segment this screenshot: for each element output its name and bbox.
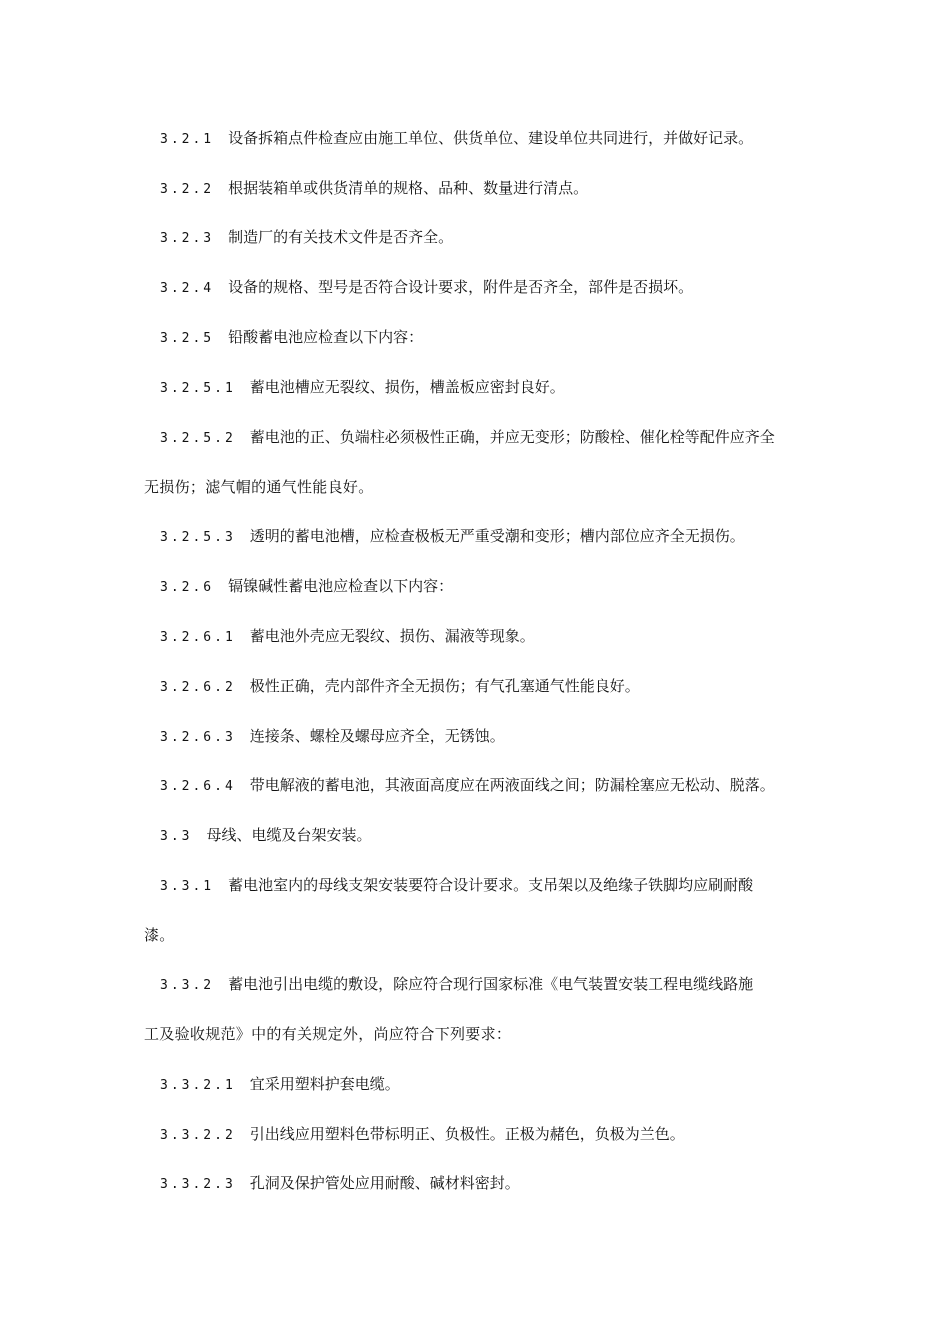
clause-text: 设备拆箱点件检查应由施工单位、供货单位、建设单位共同进行，并做好记录。 [228,129,754,147]
paragraph-3-2-6-4 [144,775,824,797]
clause-number: 3.2.3 [160,231,215,246]
paragraph-3-3-2-3 [144,1173,824,1195]
clause-text-continuation: 无损伤；滤气帽的通气性能良好。 [144,478,374,496]
paragraph-3-3 [144,825,824,847]
paragraph-3-2-5 [144,327,824,349]
paragraph-3-2-6-3 [144,726,824,748]
clause-number: 3.2.6 [160,580,215,595]
paragraph-3-2-4 [144,277,824,299]
clause-number: 3.3 [160,829,193,844]
clause-text: 极性正确，壳内部件齐全无损伤；有气孔塞通气性能良好。 [249,677,640,695]
clause-number: 3.3.2.1 [160,1078,236,1093]
clause-number: 3.3.1 [160,879,215,894]
clause-text: 宜采用塑料护套电缆。 [249,1075,400,1093]
clause-number: 3.3.2 [160,978,215,993]
paragraph-3-3-2-1 [144,1074,824,1096]
clause-text: 孔洞及保护管处应用耐酸、碱材料密封。 [249,1174,520,1192]
paragraph-3-2-6-2 [144,676,824,698]
paragraph-3-2-5-2 [144,427,824,449]
clause-text-continuation: 工及验收规范》中的有关规定外，尚应符合下列要求： [144,1025,512,1043]
clause-number: 3.2.6.3 [160,730,236,745]
clause-text: 铅酸蓄电池应检查以下内容： [228,328,424,346]
clause-number: 3.2.2 [160,182,215,197]
clause-number: 3.2.5 [160,331,215,346]
paragraph-3-3-1-continuation [144,925,824,945]
clause-number: 3.2.1 [160,132,215,147]
paragraph-3-2-6 [144,576,824,598]
clause-number: 3.2.5.3 [160,530,236,545]
clause-number: 3.2.4 [160,281,215,296]
clause-text: 蓄电池的正、负端柱必须极性正确，并应无变形；防酸栓、催化栓等配件应齐全 [249,428,775,446]
clause-number: 3.2.6.4 [160,779,236,794]
clause-number: 3.2.5.2 [160,431,236,446]
paragraph-3-2-6-1 [144,626,824,648]
paragraph-3-3-2-continuation [144,1024,824,1044]
clause-number: 3.2.5.1 [160,381,236,396]
clause-text: 设备的规格、型号是否符合设计要求，附件是否齐全，部件是否损坏。 [228,278,694,296]
clause-text: 蓄电池引出电缆的敷设，除应符合现行国家标准《电气装置安装工程电缆线路施 [228,975,754,993]
paragraph-3-3-1 [144,875,824,897]
clause-text: 蓄电池槽应无裂纹、损伤，槽盖板应密封良好。 [249,378,565,396]
clause-text: 制造厂的有关技术文件是否齐全。 [228,228,454,246]
paragraph-3-2-5-1 [144,377,824,399]
clause-text: 根据装箱单或供货清单的规格、品种、数量进行清点。 [228,179,589,197]
clause-number: 3.3.2.2 [160,1128,236,1143]
clause-text: 引出线应用塑料色带标明正、负极性。正极为赭色，负极为兰色。 [249,1125,685,1143]
paragraph-3-2-2 [144,178,824,200]
clause-text: 透明的蓄电池槽，应检查极板无严重受潮和变形；槽内部位应齐全无损伤。 [249,527,745,545]
clause-text: 蓄电池外壳应无裂纹、损伤、漏液等现象。 [249,627,535,645]
clause-number: 3.2.6.2 [160,680,236,695]
clause-text: 连接条、螺栓及螺母应齐全，无锈蚀。 [249,727,505,745]
paragraph-3-2-5-2-continuation [144,477,824,497]
clause-text: 镉镍碱性蓄电池应检查以下内容： [228,577,454,595]
clause-text: 带电解液的蓄电池，其液面高度应在两液面线之间；防漏栓塞应无松动、脱落。 [249,776,775,794]
paragraph-3-3-2 [144,974,824,996]
paragraph-3-2-5-3 [144,526,824,548]
clause-text: 蓄电池室内的母线支架安装要符合设计要求。支吊架以及绝缘子铁脚均应刷耐酸 [228,876,754,894]
clause-text: 母线、电缆及台架安装。 [206,826,372,844]
paragraph-3-3-2-2 [144,1124,824,1146]
paragraph-3-2-3 [144,227,824,249]
clause-number: 3.2.6.1 [160,630,236,645]
clause-number: 3.3.2.3 [160,1177,236,1192]
paragraph-3-2-1 [144,128,824,150]
clause-text-continuation: 漆。 [144,926,175,944]
